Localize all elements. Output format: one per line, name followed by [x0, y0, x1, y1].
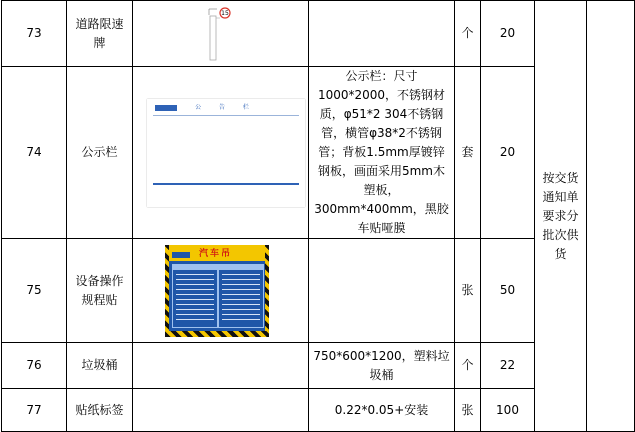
row-number: 77: [2, 389, 67, 432]
item-spec: 0.22*0.05+安装: [309, 389, 455, 432]
item-name: 垃圾桶: [67, 343, 133, 389]
crane-operation-sticker-image: [165, 245, 269, 337]
item-spec: 公示栏：尺寸1000*2000，不锈钢材质，φ51*2 304不锈钢管，横管φ38*2不锈钢管；背板1.5mm厚镀锌钢板，画面采用5mm木塑板，300mm*400mm，黑胶车贴哑膜: [309, 67, 455, 239]
item-unit: 张: [455, 389, 481, 432]
row-number: 76: [2, 343, 67, 389]
bulletin-board-image: [147, 99, 305, 207]
item-name: 贴纸标签: [67, 389, 133, 432]
row-number: 75: [2, 239, 67, 343]
item-quantity: 50: [481, 239, 535, 343]
item-quantity: 20: [481, 67, 535, 239]
row-number: 73: [2, 1, 67, 67]
item-quantity: 20: [481, 1, 535, 67]
row-number: 74: [2, 67, 67, 239]
materials-table: [1, 0, 635, 432]
item-spec: [309, 239, 455, 343]
speed-limit-sign-image: [201, 6, 241, 62]
item-image-cell: [133, 343, 309, 389]
speed-limit-value: 15: [220, 9, 229, 17]
item-image-cell: [133, 67, 309, 239]
item-unit: 张: [455, 239, 481, 343]
item-image-cell: [133, 389, 309, 432]
item-unit: 个: [455, 1, 481, 67]
item-spec: 750*600*1200，塑料垃圾桶: [309, 343, 455, 389]
item-name: 设备操作规程贴: [67, 239, 133, 343]
item-image-cell: [133, 1, 309, 67]
logo-icon: [172, 252, 190, 258]
table-row: [2, 1, 635, 67]
blank-column: [587, 1, 635, 432]
item-quantity: 100: [481, 389, 535, 432]
delivery-note: 按交货通知单要求分批次供货: [535, 1, 587, 432]
item-unit: 套: [455, 67, 481, 239]
item-name: 公示栏: [67, 67, 133, 239]
board-title: 公 告 栏: [195, 103, 257, 111]
item-unit: 个: [455, 343, 481, 389]
sticker-title: 汽车吊: [199, 248, 233, 259]
item-name: 道路限速牌: [67, 1, 133, 67]
item-spec: [309, 1, 455, 67]
item-image-cell: [133, 239, 309, 343]
item-quantity: 22: [481, 343, 535, 389]
logo-icon: [155, 105, 177, 111]
